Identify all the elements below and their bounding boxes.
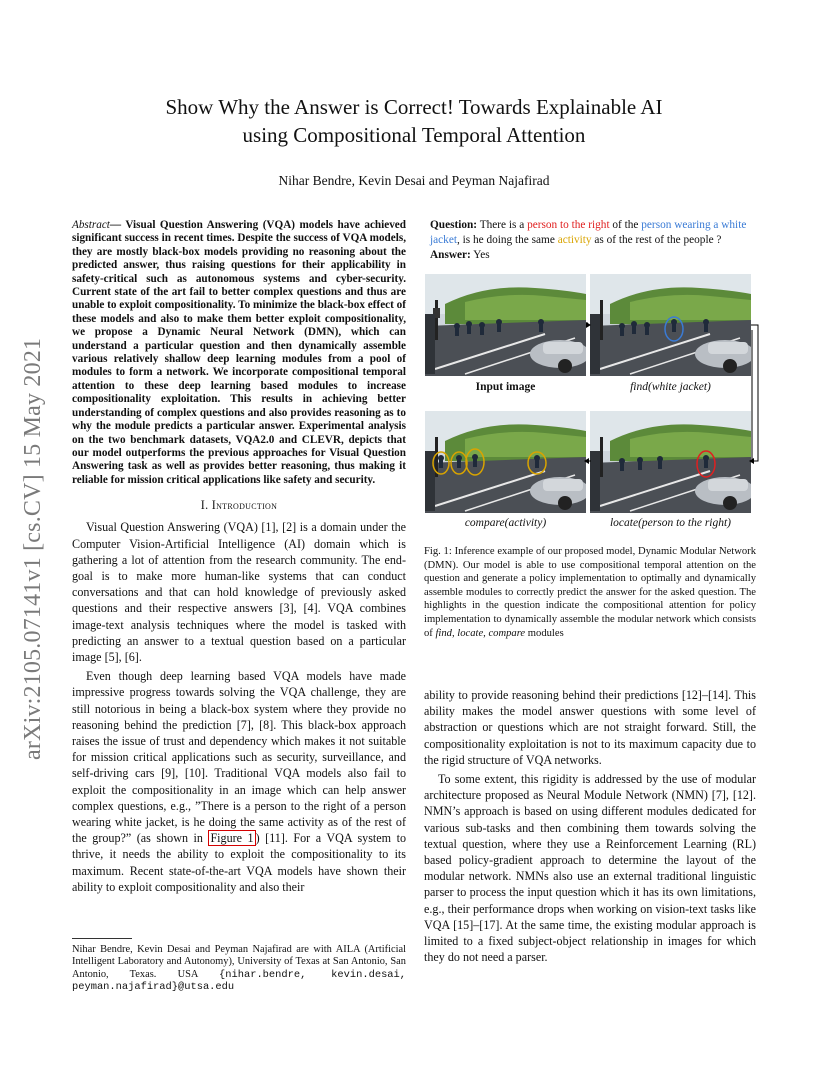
abstract-dash: —	[109, 219, 122, 231]
figure-caption-text: Inference example of our proposed model, Dynamic Modular Network (DMN). Our model is able to use compositional temporal attention on the question and generate a policy implementation to optimally and dynamically assemble modules to correctly predict the answer for the asked question. The highlights in the question indicate the compositional attention for policy implementation to dynamically assemble the modular network which consists of	[424, 546, 757, 639]
panel-caption-locate: locate(person to the right)	[609, 517, 732, 529]
footnote-emails: {nihar.bendre, kevin.desai, peyman.najafirad}@utsa.edu	[72, 968, 407, 994]
arxiv-stamp: arXiv:2105.07141v1 [cs.CV] 15 May 2021	[20, 337, 46, 760]
footnote-text: Nihar Bendre, Kevin Desai and Peyman Najafirad are with AILA (Artificial Intelligent Laboratory and Autonomy), University of Texas at San Antonio, San Antonio, Texas. USA	[72, 944, 406, 980]
question-text-mid-1: of the	[609, 219, 642, 231]
arrow-down-connector	[752, 330, 755, 461]
figure-caption	[424, 545, 756, 640]
title-line-2: using Compositional Temporal Attention	[242, 123, 586, 147]
intro-paragraph-2	[72, 668, 406, 895]
caption-module-compare: compare	[488, 627, 526, 639]
figure-caption-label: Fig. 1:	[424, 546, 452, 557]
intro-paragraph-2-b: ) [11]. For a VQA system to thrive, it needs the ability to exploit the compositionality to its maximum. Recent state-of-the-art VQA models have shown their ability to exploit compositionality and also their	[72, 831, 406, 894]
footnote	[72, 944, 406, 994]
section-heading	[72, 497, 406, 513]
intro-paragraph-3: ability to provide reasoning behind their predictions [12]–[14]. This ability makes the model answer questions with some level of abstraction or questions which are not straight forward. Still, the compositionality exploitation is not to its maximum capacity due to the rigid structure of VQA networks.	[424, 688, 756, 767]
section-title: Introduction	[211, 498, 278, 513]
figure-arrows	[400, 300, 780, 500]
right-column	[424, 687, 756, 968]
caption-module-locate: locate	[457, 627, 484, 639]
figure-question	[430, 218, 760, 248]
figure-answer	[430, 249, 490, 261]
abstract-body: Visual Question Answering (VQA) models have achieved significant success in recent times. Despite the success of VQA models, they are mostly black-box models providing no reasoning about the predicted answer, thus raising questions for their applicability in safety-critical such as autonomous systems and cyber-security. Current state of the art fail to better complex questions and thus are unable to exploit compositionality. To minimize the black-box effect of these models and also to make them better exploit compositionality, we propose a Dynamic Neural Network (DMN), which can understand a particular question and then dynamically assemble various relatively shallow deep learning modules from a pool of modules to form a network. We incorporate compositional temporal attention to these deep learning based modules to increase compositionality exploitation. This results in achieving better understanding of complex questions and also provides reasoning as to why the module predicts a particular answer. Experimental analysis on the two benchmark datasets, VQA2.0 and CLEVR, depicts that our model outperforms the previous approaches for Visual Question Answering task as well as provides better reasoning, thus making it reliable for mission critical applications like safety and security.	[72, 219, 406, 486]
question-text-pre: There is a	[477, 219, 528, 231]
question-highlight-red: person to the right	[527, 219, 610, 231]
footnote-rule	[72, 938, 132, 939]
figure-caption-end: modules	[525, 627, 564, 639]
question-highlight-orange: activity	[557, 234, 592, 246]
caption-separator-2: ,	[483, 627, 489, 639]
figure-1-link[interactable]: Figure 1	[210, 831, 254, 846]
panel-caption-compare: compare(activity)	[464, 517, 547, 529]
question-text-mid-2: , is he doing the same	[456, 234, 558, 246]
section-number: I.	[200, 498, 212, 513]
caption-separator-1: ,	[451, 627, 458, 639]
intro-paragraph-4: To some extent, this rigidity is addressed by the use of modular architecture proposed as Neural Module Network (NMN) [7], [12]. NMN’s approach is based on using different modules dedicated for various sub-tasks and then combining them towards solving the textual question, where they use a Reinforcement Learning (RL) based policy-gradient approach to determine the layout of the modular network. NMNs also use an external traditional linguistic parser to process the input question which it has its own limitations, e.g., their performance drops when working on vision-text tasks like VQA [15]–[17]. At the same time, the existing modular approach is limited to a fixed subject-object relationship in images for which they do not need a parser.	[424, 772, 756, 965]
left-column	[72, 219, 406, 898]
question-text-post: as of the rest of the people ?	[591, 234, 722, 246]
question-label: Question:	[430, 219, 478, 231]
abstract-label: Abstract	[72, 219, 110, 231]
authors: Nihar Bendre, Kevin Desai and Peyman Najafirad	[278, 173, 550, 188]
intro-paragraph-2-a: Even though deep learning based VQA models have made impressive progress towards solving the VQA challenge, they are still notorious in being a black-box system where they provide no reasoning behind the prediction [7], [8]. This black-box approach raises the issue of trust and dependency which makes it not suitable for mission critical applications such as security, surveillance, and self-driving cars [9], [10]. Traditional VQA models also fail to exploit the compositionality in an image which can help answer complex questions, e.g., ”There is a person to the right of a person wearing white jacket, is he doing the same activity as of the rest of the group?” (as shown in	[72, 669, 406, 846]
abstract	[72, 219, 406, 487]
question-highlight-blue: person wearing a white jacket	[430, 219, 747, 246]
title-line-1: Show Why the Answer is Correct! Towards Explainable AI	[165, 95, 663, 119]
intro-paragraph-1: Visual Question Answering (VQA) [1], [2] is a domain under the Computer Vision-Artificial Intelligence (AI) domain which is gathering a lot of attention from the research community. The end-goal is to make more human-like systems that can conduct conversations and that can hold knowledge of previously asked questions and their respective answers [3], [4]. VQA combines image-text analysis techniques where the model is tasked with predicting an answer to a textual question based on a particular image [5], [6].	[72, 520, 406, 664]
panel-caption-find: find(white jacket)	[630, 381, 711, 393]
answer-label: Answer:	[430, 249, 471, 261]
paper-title	[100, 93, 728, 149]
panel-caption-input: Input image	[475, 381, 536, 393]
answer-value: Yes	[470, 249, 490, 261]
caption-module-find: find	[435, 627, 452, 639]
